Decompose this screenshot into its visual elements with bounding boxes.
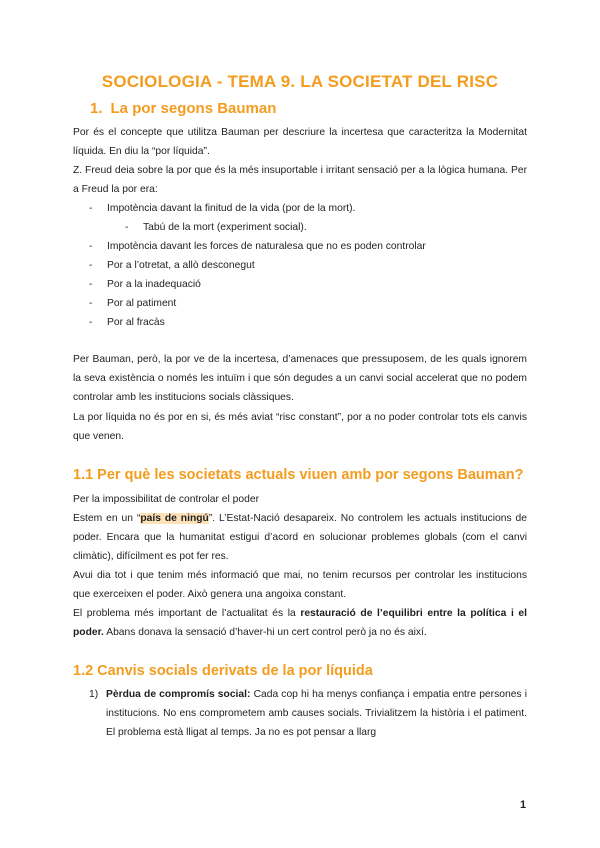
list-item-text: Impotència davant la finitud de la vida (por de la mort).: [107, 203, 356, 214]
list-item: [89, 237, 426, 256]
bullet-marker: -: [89, 203, 93, 214]
list-item: [89, 313, 165, 332]
list-item: [125, 218, 307, 237]
section-1-2-heading: 1.2 Canvis socials derivats de la por líquida: [73, 663, 373, 679]
list-item-text: Impotència davant les forces de naturalesa que no es poden controlar: [107, 241, 426, 252]
highlighted-term: país de ningú: [140, 513, 209, 524]
paragraph: Avui dia tot i que tenim més informació que mai, no tenim recursos per controlar les institucions que exerceixen el poder. Això genera una angoixa constant.: [73, 570, 527, 600]
text-run: ”. L’Estat-Nació desapareix. No controlem les actuals institucions de poder. Encara que la humanitat estigui d’acord en solucionar problemes globals (com el canvi climàtic), difícilment es pot fer res.: [73, 513, 527, 562]
paragraph: Per Bauman, però, la por ve de la incertesa, d’amenaces que pressuposem, de les quals ignorem la seva existència o només les intuïm i que són degudes a un canvi social accelerat que no podem controlar amb les institucions socials clàssiques.: [73, 354, 527, 403]
list-item: [89, 275, 201, 294]
paragraph: [73, 509, 527, 566]
text-run: El problema més important de l’actualitat és la: [73, 608, 301, 619]
list-item: [89, 256, 255, 275]
section-1-number: 1.: [90, 100, 103, 117]
list-item-text: Por al fracàs: [107, 317, 165, 328]
list-item: [89, 199, 356, 218]
bullet-marker: -: [125, 222, 129, 233]
document-title: SOCIOLOGIA - TEMA 9. LA SOCIETAT DEL RISC: [101, 72, 499, 91]
section-1-heading: [90, 100, 276, 117]
text-run: Estem en un “: [73, 513, 141, 524]
bullet-marker: -: [89, 241, 93, 252]
list-item-text: Tabú de la mort (experiment social).: [143, 222, 307, 233]
list-item-text: Por a la inadequació: [107, 279, 201, 290]
paragraph: La por líquida no és por en si, és més aviat “risc constant”, por a no poder controlar tots els canvis que venen.: [73, 412, 527, 442]
section-1-heading-text: La por segons Bauman: [110, 100, 277, 117]
bullet-marker: -: [89, 298, 93, 309]
section-1-1-heading: 1.1 Per què les societats actuals viuen amb por segons Bauman?: [73, 467, 524, 483]
list-number: 1): [89, 689, 99, 700]
paragraph: Z. Freud deia sobre la por que és la més insuportable i irritant sensació per a la lògica humana. Per a Freud la por era:: [73, 165, 527, 195]
page-number: 1: [520, 799, 527, 811]
bullet-marker: -: [89, 279, 93, 290]
text-run: Cada cop hi ha menys confiança i empatia entre persones i institucions. No ens comprometem amb causes socials. Trivialitzem la història i el patiment. El problema està lligat al temps. Ja no es pot pensar a llarg: [106, 689, 527, 738]
list-item-text: Por al patiment: [107, 298, 177, 309]
text-run: Abans donava la sensació d’haver-hi un cert control però ja no és així.: [103, 627, 427, 638]
paragraph: Per la impossibilitat de controlar el poder: [73, 494, 260, 505]
bullet-marker: -: [89, 260, 93, 271]
list-item: [89, 294, 177, 313]
bold-term: Pèrdua de compromís social:: [106, 689, 251, 700]
list-item-text: Por a l’otretat, a allò desconegut: [107, 260, 255, 271]
paragraph: Por és el concepte que utilitza Bauman per descriure la incertesa que caracteritza la Modernitat líquida. En diu la “por líquida”.: [73, 127, 527, 157]
numbered-list-item: [89, 685, 527, 742]
paragraph: [73, 604, 527, 642]
bold-term: restauració de l’equilibri entre la política i el poder.: [73, 608, 527, 638]
bullet-marker: -: [89, 317, 93, 328]
